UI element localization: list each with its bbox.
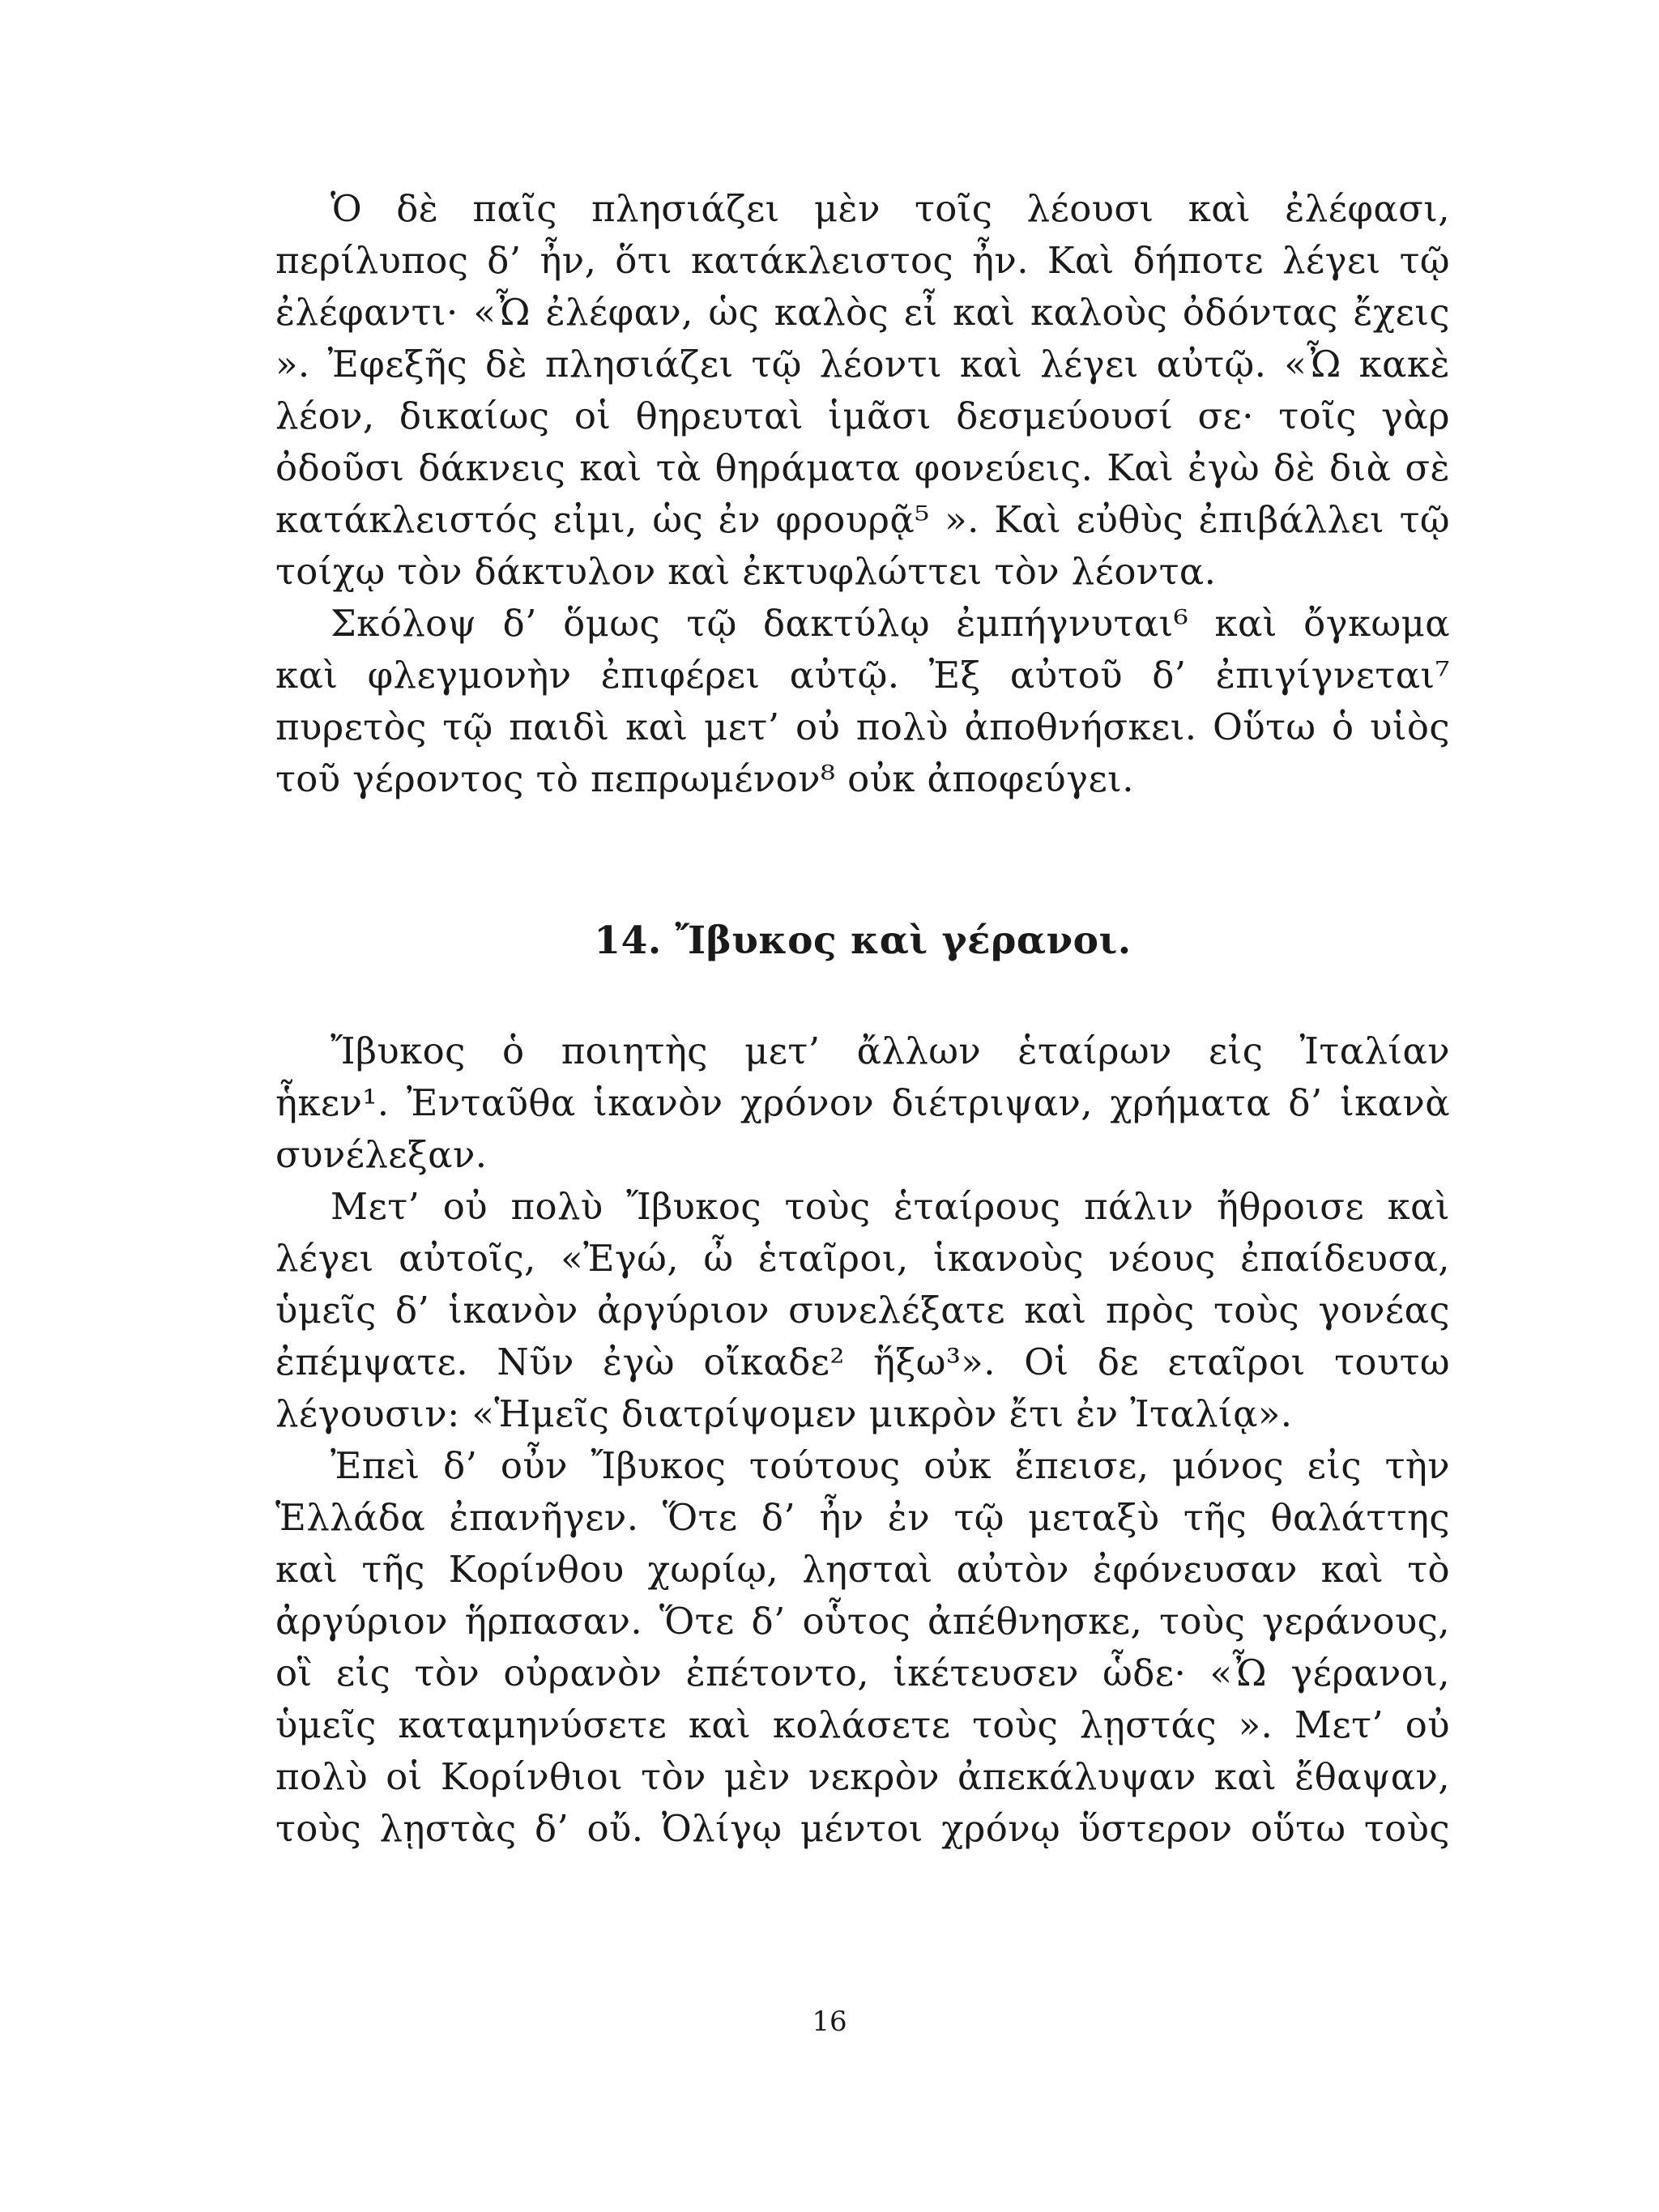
text-line: λέον, δικαίως οἱ θηρευταὶ ἱμᾶσι δεσμεύουσί σε· τοῖς γὰρ xyxy=(275,394,1450,437)
text-line: ἐλέφαντι· «Ὦ ἐλέφαν, ὡς καλὸς εἶ καὶ καλοὺς ὀδόντας ἔχεις xyxy=(275,291,1450,334)
text-line: καὶ τῆς Κορίνθου χωρίῳ, λησταὶ αὐτὸν ἐφόνευσαν καὶ τὸ xyxy=(275,1548,1450,1591)
text-line: ὀδοῦσι δάκνεις καὶ τὰ θηράματα φονεύεις. Καὶ ἐγὼ δὲ διὰ σὲ xyxy=(275,446,1450,489)
text-line: συνέλεξαν. xyxy=(275,1133,488,1176)
text-line: καὶ φλεγμονὴν ἐπιφέρει αὐτῷ. Ἐξ αὐτοῦ δ’ ἐπιγίγνεται⁷ xyxy=(275,654,1450,697)
text-line: Ἐπεὶ δ’ οὖν Ἴβυκος τούτους οὐκ ἔπεισε, μόνος εἰς τὴν xyxy=(331,1444,1450,1487)
text-line: Ἴβυκος ὁ ποιητὴς μετ’ ἄλλων ἑταίρων εἰς Ἰταλίαν xyxy=(331,1029,1450,1072)
text-line: ἀργύριον ἥρπασαν. Ὅτε δ’ οὗτος ἀπέθνησκε, τοὺς γεράνους, xyxy=(275,1600,1450,1643)
text-line: τοὺς λῃστὰς δ’ οὔ. Ὀλίγῳ μέντοι χρόνῳ ὕστερον οὕτω τοὺς xyxy=(275,1807,1450,1850)
text-line: οἳ εἰς τὸν οὐρανὸν ἐπέτοντο, ἱκέτευσεν ὧδε· «Ὦ γέρανοι, xyxy=(275,1652,1450,1694)
page-number: 16 xyxy=(812,2005,847,2038)
text-line: Σκόλοψ δ’ ὅμως τῷ δακτύλῳ ἐμπήγνυται⁶ καὶ ὄγκωμα xyxy=(331,602,1450,645)
chapter-heading: 14. Ἴβυκος καὶ γέρανοι. xyxy=(594,918,1132,963)
text-line: λέγει αὐτοῖς, «Ἐγώ, ὦ ἑταῖροι, ἱκανοὺς νέους ἐπαίδευσα, xyxy=(275,1237,1450,1280)
text-line: τοῦ γέροντος τὸ πεπρωμένον⁸ οὐκ ἀποφεύγει. xyxy=(275,757,1134,800)
text-line: ὑμεῖς καταμηνύσετε καὶ κολάσετε τοὺς λῃστάς ». Μετ’ οὐ xyxy=(275,1703,1450,1746)
text-line: ἧκεν¹. Ἐνταῦθα ἱκανὸν χρόνον διέτριψαν, χρήματα δ’ ἱκανὰ xyxy=(275,1081,1450,1124)
text-line: ». Ἐφεξῆς δὲ πλησιάζει τῷ λέοντι καὶ λέγει αὐτῷ. «Ὦ κακὲ xyxy=(275,343,1450,386)
text-line: πολὺ οἱ Κορίνθιοι τὸν μὲν νεκρὸν ἀπεκάλυψαν καὶ ἔθαψαν, xyxy=(275,1755,1450,1798)
story-14-text xyxy=(275,1025,1450,1855)
text-line: Ὁ δὲ παῖς πλησιάζει μὲν τοῖς λέουσι καὶ ἐλέφασι, xyxy=(331,187,1450,230)
text-line: ὑμεῖς δ’ ἱκανὸν ἀργύριον συνελέξατε καὶ πρὸς τοὺς γονέας xyxy=(275,1289,1450,1332)
text-line: περίλυπος δ’ ἦν, ὅτι κατάκλειστος ἦν. Καὶ δήποτε λέγει τῷ xyxy=(275,239,1450,282)
story-13-ending xyxy=(275,183,1450,805)
text-line: πυρετὸς τῷ παιδὶ καὶ μετ’ οὐ πολὺ ἀποθνήσκει. Οὕτω ὁ υἱὸς xyxy=(275,705,1450,748)
text-line: Μετ’ οὐ πολὺ Ἴβυκος τοὺς ἑταίρους πάλιν ἤθροισε καὶ xyxy=(331,1185,1450,1228)
text-line: τοίχῳ τὸν δάκτυλον καὶ ἐκτυφλώττει τὸν λέοντα. xyxy=(275,550,1217,593)
text-line: λέγουσιν: «Ἡμεῖς διατρίψομεν μικρὸν ἔτι ἐν Ἰταλίᾳ». xyxy=(275,1392,1293,1435)
text-line: Ἑλλάδα ἐπανῆγεν. Ὅτε δ’ ἦν ἐν τῷ μεταξὺ τῆς θαλάττης xyxy=(275,1496,1450,1539)
text-line: ἐπέμψατε. Νῦν ἐγὼ οἴκαδε² ἥξω³». Οἱ δε εταῖροι τουτω xyxy=(275,1340,1450,1383)
text-line: κατάκλειστός εἰμι, ὡς ἐν φρουρᾷ⁵ ». Καὶ εὐθὺς ἐπιβάλλει τῷ xyxy=(275,498,1450,541)
